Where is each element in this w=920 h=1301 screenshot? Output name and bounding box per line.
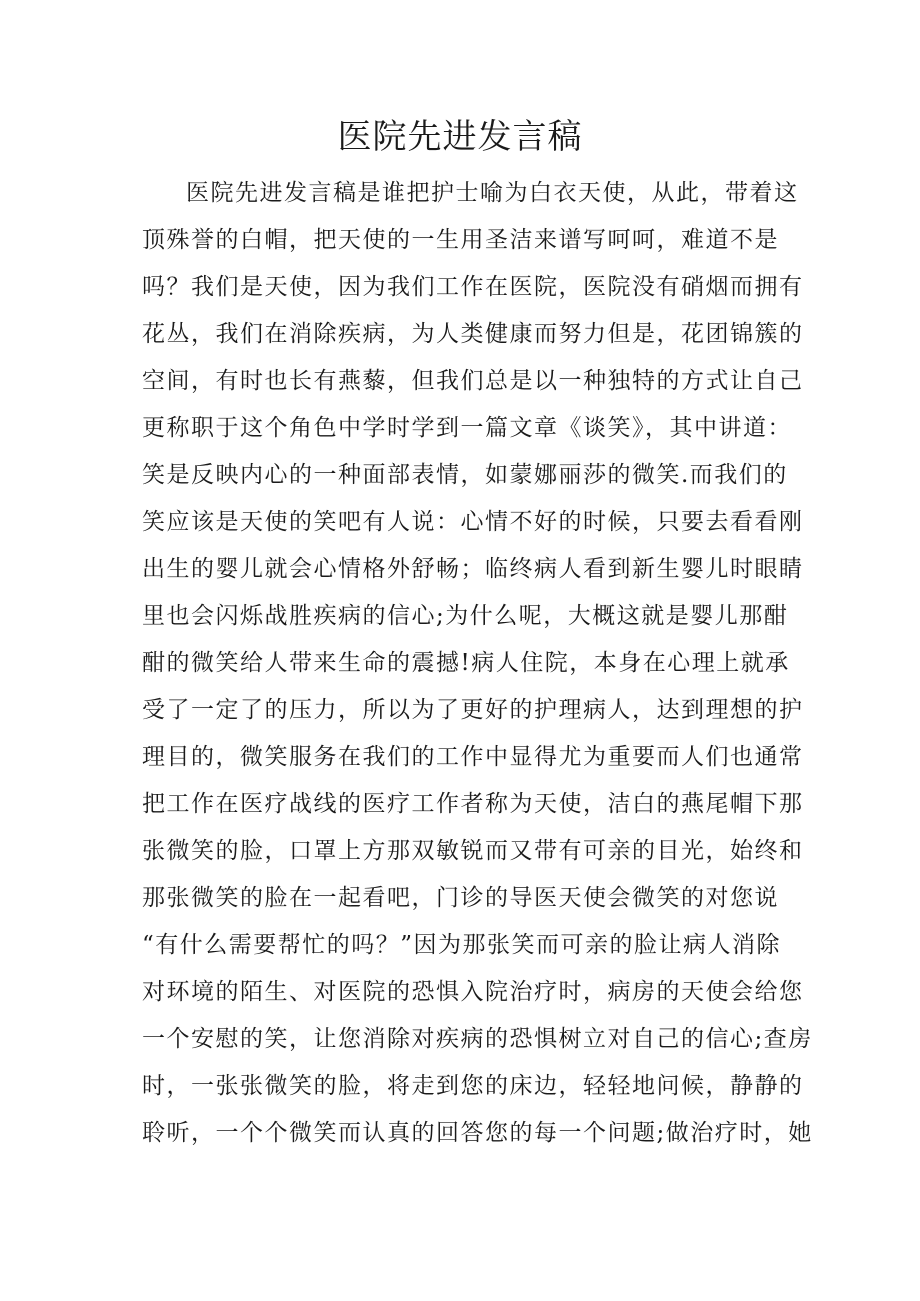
paragraph-line: 笑是反映内心的一种面部表情，如蒙娜丽莎的微笑.而我们的 <box>142 462 788 488</box>
paragraph-line: 笑应该是天使的笑吧有人说：心情不好的时候，只要去看看刚 <box>142 509 804 535</box>
paragraph-line: 医院先进发言稿是谁把护士喻为白衣天使，从此，带着这 <box>186 180 799 206</box>
paragraph-line: “有什么需要帮忙的吗？”因为那张笑而可亲的脸让病人消除 <box>142 932 782 958</box>
paragraph-line: 把工作在医疗战线的医疗工作者称为天使，洁白的燕尾帽下那 <box>142 791 804 817</box>
paragraph-line: 一个安慰的笑，让您消除对疾病的恐惧树立对自己的信心;查房 <box>142 1026 813 1052</box>
paragraph-line: 酣的微笑给人带来生命的震撼!病人住院，本身在心理上就承 <box>142 650 790 676</box>
paragraph-line: 出生的婴儿就会心情格外舒畅；临终病人看到新生婴儿时眼睛 <box>142 556 804 582</box>
paragraph-line: 空间，有时也长有燕藜，但我们总是以一种独特的方式让自己 <box>142 368 804 394</box>
paragraph-line: 里也会闪烁战胜疾病的信心;为什么呢，大概这就是婴儿那酣 <box>142 603 789 629</box>
paragraph-line: 那张微笑的脸在一起看吧，门诊的导医天使会微笑的对您说 <box>142 885 779 911</box>
paragraph-line: 花丛，我们在消除疾病，为人类健康而努力但是，花团锦簇的 <box>142 321 804 347</box>
document-body <box>142 170 813 1157</box>
paragraph-line: 理目的，微笑服务在我们的工作中显得尤为重要而人们也通常 <box>142 744 804 770</box>
paragraph-line: 聆听，一个个微笑而认真的回答您的每一个问题;做治疗时，她 <box>142 1120 813 1146</box>
paragraph-line: 张微笑的脸，口罩上方那双敏锐而又带有可亲的目光，始终和 <box>142 838 804 864</box>
paragraph-line: 更称职于这个角色中学时学到一篇文章《谈笑》，其中讲道： <box>142 415 792 441</box>
paragraph-line: 对环境的陌生、对医院的恐惧入院治疗时，病房的天使会给您 <box>142 979 804 1005</box>
paragraph-line: 时，一张张微笑的脸，将走到您的床边，轻轻地问候，静静的 <box>142 1073 804 1099</box>
paragraph-line: 受了一定了的压力，所以为了更好的护理病人，达到理想的护 <box>142 697 804 723</box>
paragraph-line: 顶殊誉的白帽，把天使的一生用圣洁来谱写呵呵，难道不是 <box>142 227 779 253</box>
paragraph-line: 吗？我们是天使，因为我们工作在医院，医院没有硝烟而拥有 <box>142 274 804 300</box>
document-title: 医院先进发言稿 <box>337 117 583 157</box>
